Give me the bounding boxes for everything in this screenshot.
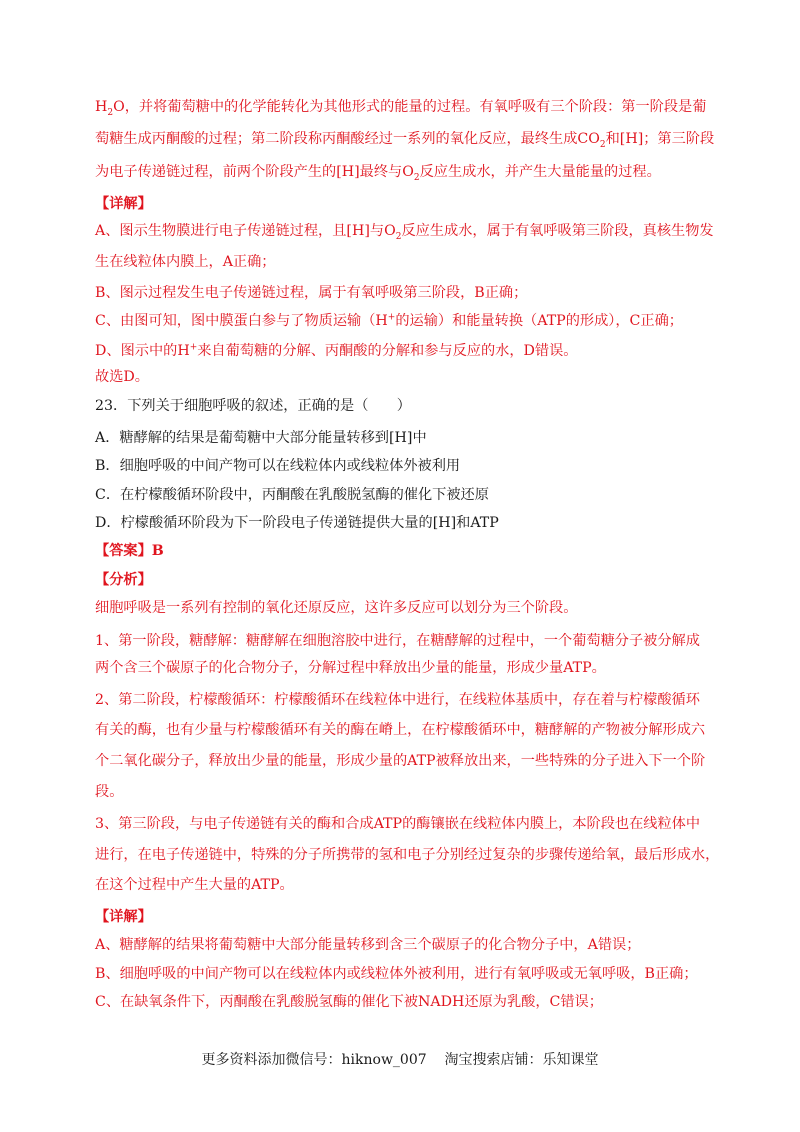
analysis-line: 进行，在电子传递链中，特殊的分子所携带的氢和电子分别经过复杂的步骤传递给氧，最后形成水， xyxy=(95,847,720,863)
detail1-b: B、图示过程发生电子传递链过程，属于有氧呼吸第三阶段，B正确； xyxy=(95,285,528,301)
detail1-a-line-2: 生在线粒体内膜上，A正确； xyxy=(95,254,276,270)
detail2-line: C、在缺氧条件下，丙酮酸在乳酸脱氢酶的催化下被NADH还原为乳酸，C错误； xyxy=(95,994,603,1010)
analysis-heading: 【分析】 xyxy=(95,572,152,588)
detail-heading-2: 【详解】 xyxy=(95,909,152,925)
analysis-line: 3、第三阶段，与电子传递链有关的酶和合成ATP的酶镶嵌在线粒体内膜上，本阶段也在线粒体中 xyxy=(95,816,701,832)
analysis-line: 段。 xyxy=(95,784,124,800)
analysis-line: 有关的酶，也有少量与柠檬酸循环有关的酶在嵴上，在柠檬酸循环中，糖酵解的产物被分解形成六 xyxy=(95,722,706,738)
intro-line-1: $H_2O$，并将葡萄糖中的化学能转化为其他形式的能量的过程。有氧呼吸有三个阶段：第一阶段是葡 xyxy=(95,99,707,118)
analysis-line: 2、第二阶段，柠檬酸循环：柠檬酸循环在线粒体中进行，在线粒体基质中，存在着与柠檬酸循环 xyxy=(95,692,700,708)
detail2-line: B、细胞呼吸的中间产物可以在线粒体内或线粒体外被利用，进行有氧呼吸或无氧呼吸，B正确； xyxy=(95,966,698,982)
option-d: D．柠檬酸循环阶段为下一阶段电子传递链提供大量的[H]和ATP xyxy=(95,515,499,531)
analysis-line: 细胞呼吸是一系列有控制的氧化还原反应，这许多反应可以划分为三个阶段。 xyxy=(95,600,578,616)
detail2-line: A、糖酵解的结果将葡萄糖中大部分能量转移到含三个碳原子的化合物分子中，A错误； xyxy=(95,937,641,953)
detail1-c: C、由图可知，图中膜蛋白参与了物质运输（H+的运输）和能量转换（ATP的形成），C正确； xyxy=(95,312,683,329)
page-footer xyxy=(0,1049,800,1069)
footer-taobao: 淘宝搜索店铺：乐知课堂 xyxy=(444,1052,599,1068)
question-stem: 23．下列关于细胞呼吸的叙述，正确的是（ ） xyxy=(95,398,411,414)
detail-heading-1: 【详解】 xyxy=(95,196,152,212)
detail1-d: D、图示中的H+来自葡萄糖的分解、丙酮酸的分解和参与反应的水，D错误。 xyxy=(95,342,578,359)
analysis-line: 1、第一阶段，糖酵解：糖酵解在细胞溶胶中进行，在糖酵解的过程中，一个葡萄糖分子被分解成 xyxy=(95,633,700,649)
option-a: A．糖酵解的结果是葡萄糖中大部分能量转移到[H]中 xyxy=(95,430,427,446)
answer-line: 【答案】B xyxy=(95,543,164,559)
intro-line-3: 为电子传递链过程，前两个阶段产生的[H]最终与$O_2$反应生成水，并产生大量能量的过程。 xyxy=(95,164,661,183)
option-c: C．在柠檬酸循环阶段中，丙酮酸在乳酸脱氢酶的催化下被还原 xyxy=(95,487,489,503)
option-b: B．细胞呼吸的中间产物可以在线粒体内或线粒体外被利用 xyxy=(95,458,461,474)
analysis-line: 个二氧化碳分子，释放出少量的能量，形成少量的ATP被释放出来，一些特殊的分子进入下一个阶 xyxy=(95,753,706,769)
analysis-line: 在这个过程中产生大量的ATP。 xyxy=(95,877,294,893)
footer-wechat: 更多资料添加微信号：hiknow_007 xyxy=(201,1052,427,1068)
intro-line-2: 萄糖生成丙酮酸的过程；第二阶段称丙酮酸经过一系列的氧化反应，最终生成$CO_2$和[H]；第三阶段 xyxy=(95,131,715,150)
detail1-a-line-1: A、图示生物膜进行电子传递链过程，且[H]与$O_2$反应生成水，属于有氧呼吸第三阶段，真核生物发 xyxy=(95,223,714,242)
analysis-line: 两个含三个碳原子的化合物分子，分解过程中释放出少量的能量，形成少量ATP。 xyxy=(95,660,606,676)
detail1-conclusion: 故选D。 xyxy=(95,369,149,385)
